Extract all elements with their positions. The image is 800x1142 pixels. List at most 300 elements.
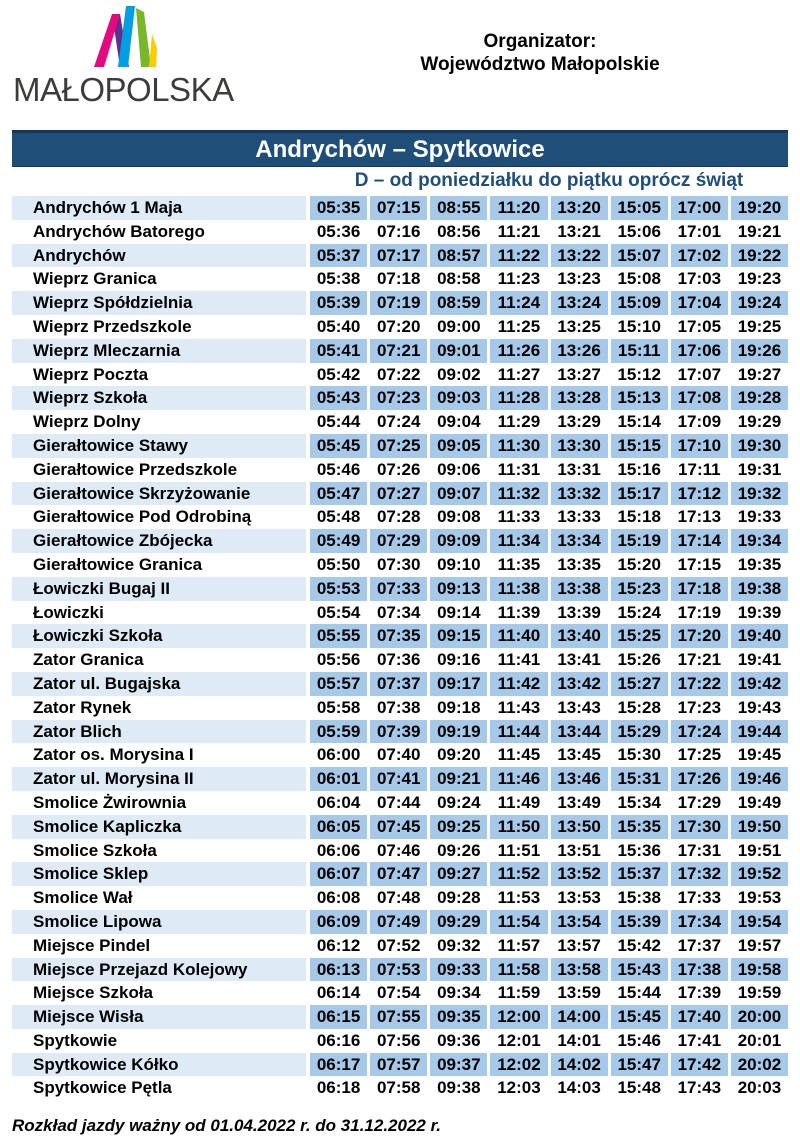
time-cell: 17:18: [671, 577, 728, 601]
time-cell: 19:50: [731, 815, 788, 839]
time-cell: 09:06: [437, 459, 481, 479]
departure-times: [306, 672, 788, 696]
time-cell: 09:09: [430, 529, 487, 553]
time-cell: 12:01: [497, 1030, 541, 1050]
time-cell: 20:00: [731, 1005, 788, 1029]
time-cell: 07:34: [376, 602, 421, 622]
stop-name: Gierałtowice Przedszkole: [33, 459, 238, 479]
stop-name: Gierałtowice Stawy: [12, 434, 306, 458]
stop-name: Gierałtowice Pod Odrobiną: [33, 507, 252, 527]
time-cell: 06:12: [316, 935, 361, 955]
departure-times: [306, 791, 788, 815]
time-cell: 15:36: [617, 840, 661, 860]
time-cell: 06:06: [316, 840, 361, 860]
time-cell: 09:35: [430, 1005, 487, 1029]
time-cell: 19:35: [737, 554, 782, 574]
departure-times: [306, 410, 788, 434]
time-cell: 07:57: [370, 1053, 427, 1077]
time-cell: 12:03: [497, 1078, 541, 1098]
departure-times: [306, 196, 788, 220]
time-cell: 05:53: [310, 577, 367, 601]
time-cell: 07:20: [376, 316, 421, 336]
time-cell: 13:54: [551, 910, 608, 934]
time-cell: 15:10: [617, 316, 661, 336]
time-cell: 09:10: [437, 554, 481, 574]
time-cell: 11:27: [497, 364, 541, 384]
departure-times: [306, 720, 788, 744]
brand-wordmark: MAŁOPOLSKA: [13, 71, 234, 108]
departure-times: [306, 220, 788, 244]
time-cell: 17:32: [671, 862, 728, 886]
departure-times: [306, 553, 788, 577]
stop-name: Wieprz Mleczarnia: [12, 339, 306, 363]
time-cell: 15:47: [611, 1053, 668, 1077]
time-cell: 17:11: [678, 459, 721, 479]
time-cell: 13:46: [551, 767, 608, 791]
time-cell: 15:19: [611, 529, 668, 553]
time-cell: 07:27: [370, 482, 427, 506]
time-cell: 17:37: [677, 935, 722, 955]
stop-name: Andrychów: [12, 244, 306, 268]
time-cell: 17:14: [671, 529, 728, 553]
time-cell: 05:47: [310, 482, 367, 506]
time-cell: 09:33: [430, 958, 487, 982]
stop-name: Wieprz Spółdzielnia: [12, 291, 306, 315]
time-cell: 20:03: [737, 1078, 782, 1098]
time-cell: 08:55: [430, 196, 487, 220]
time-cell: 09:00: [437, 316, 481, 336]
table-row: [12, 482, 788, 506]
time-cell: 19:53: [737, 888, 782, 908]
time-cell: 13:30: [551, 434, 608, 458]
time-cell: 07:30: [376, 554, 421, 574]
stop-name: Miejsce Wisła: [12, 1005, 306, 1029]
table-row: [12, 315, 788, 339]
stop-name: Spytkowie: [33, 1030, 118, 1050]
departure-times: [306, 434, 788, 458]
time-cell: 05:41: [310, 339, 367, 363]
departure-times: [306, 339, 788, 363]
time-cell: 07:45: [370, 815, 427, 839]
time-cell: 09:19: [430, 720, 487, 744]
time-cell: 05:55: [310, 624, 367, 648]
time-cell: 05:48: [316, 507, 361, 527]
time-cell: 07:49: [370, 910, 427, 934]
time-cell: 05:37: [310, 244, 367, 268]
time-cell: 11:50: [490, 815, 547, 839]
time-cell: 13:58: [551, 958, 608, 982]
time-cell: 19:25: [737, 316, 782, 336]
table-row: [12, 696, 788, 720]
time-cell: 17:33: [677, 888, 722, 908]
time-cell: 12:00: [490, 1005, 547, 1029]
time-cell: 15:07: [611, 244, 668, 268]
time-cell: 05:45: [310, 434, 367, 458]
time-cell: 19:46: [731, 767, 788, 791]
time-cell: 15:15: [611, 434, 668, 458]
table-row: [12, 458, 788, 482]
time-cell: 13:44: [551, 720, 608, 744]
departure-times: [306, 1005, 788, 1029]
time-cell: 17:06: [671, 339, 728, 363]
time-cell: 11:58: [490, 958, 547, 982]
departure-times: [306, 767, 788, 791]
stop-name: Zator ul. Bugajska: [12, 672, 306, 696]
time-cell: 13:51: [557, 840, 601, 860]
time-cell: 19:28: [731, 386, 788, 410]
time-cell: 17:25: [677, 745, 722, 765]
time-cell: 17:29: [677, 792, 722, 812]
time-cell: 13:31: [557, 459, 601, 479]
time-cell: 13:57: [557, 935, 601, 955]
time-cell: 07:22: [376, 364, 421, 384]
time-cell: 08:59: [430, 291, 487, 315]
time-cell: 15:11: [611, 339, 668, 363]
table-row: [12, 958, 788, 982]
time-cell: 17:39: [677, 983, 722, 1003]
time-cell: 17:04: [671, 291, 728, 315]
time-cell: 07:35: [370, 624, 427, 648]
time-cell: 14:03: [557, 1078, 601, 1098]
departure-times: [306, 1029, 788, 1053]
table-row: [12, 886, 788, 910]
time-cell: 11:23: [497, 269, 541, 289]
time-cell: 07:47: [370, 862, 427, 886]
time-cell: 11:31: [497, 459, 541, 479]
time-cell: 11:41: [497, 650, 541, 670]
table-row: [12, 862, 788, 886]
organizer-label: Organizator:: [483, 31, 597, 52]
time-cell: 15:27: [611, 672, 668, 696]
table-row: [12, 910, 788, 934]
time-cell: 17:38: [671, 958, 728, 982]
departure-times: [306, 934, 788, 958]
time-cell: 07:46: [376, 840, 421, 860]
time-cell: 09:18: [437, 697, 481, 717]
time-cell: 07:19: [370, 291, 427, 315]
time-cell: 11:44: [490, 720, 547, 744]
time-cell: 07:54: [376, 983, 421, 1003]
time-cell: 17:34: [671, 910, 728, 934]
stop-name: Zator os. Morysina I: [33, 745, 194, 765]
time-cell: 11:40: [490, 624, 547, 648]
time-cell: 09:29: [430, 910, 487, 934]
stop-name: Spytkowice Pętla: [33, 1078, 172, 1098]
time-cell: 15:34: [617, 792, 661, 812]
time-cell: 11:25: [497, 316, 541, 336]
time-cell: 13:26: [551, 339, 608, 363]
time-cell: 11:33: [497, 507, 541, 527]
service-legend: D – od poniedziałku do piątku oprócz świąt: [354, 170, 744, 191]
time-cell: 11:53: [497, 888, 541, 908]
time-cell: 19:39: [737, 602, 782, 622]
time-cell: 06:15: [310, 1005, 367, 1029]
time-cell: 07:21: [370, 339, 427, 363]
time-cell: 17:19: [677, 602, 722, 622]
time-cell: 11:51: [497, 840, 541, 860]
time-cell: 15:14: [617, 412, 661, 432]
time-cell: 11:32: [490, 482, 547, 506]
time-cell: 08:57: [430, 244, 487, 268]
stop-name: Gierałtowice Zbójecka: [12, 529, 306, 553]
time-cell: 17:21: [677, 650, 722, 670]
time-cell: 06:00: [316, 745, 361, 765]
time-cell: 05:54: [316, 602, 361, 622]
time-cell: 05:58: [316, 697, 361, 717]
time-cell: 15:18: [617, 507, 661, 527]
time-cell: 19:58: [731, 958, 788, 982]
time-cell: 14:02: [551, 1053, 608, 1077]
time-cell: 05:38: [316, 269, 361, 289]
time-cell: 05:56: [316, 650, 361, 670]
table-row: [12, 1076, 788, 1100]
time-cell: 11:24: [490, 291, 547, 315]
time-cell: 09:21: [430, 767, 487, 791]
departure-times: [306, 1053, 788, 1077]
time-cell: 05:39: [310, 291, 367, 315]
time-cell: 19:31: [737, 459, 782, 479]
departure-times: [306, 958, 788, 982]
time-cell: 19:26: [731, 339, 788, 363]
table-row: [12, 196, 788, 220]
departure-times: [306, 1076, 788, 1100]
stop-name: Smolice Wał: [33, 888, 133, 908]
departure-times: [306, 601, 788, 625]
table-row: [12, 672, 788, 696]
time-cell: 09:26: [437, 840, 481, 860]
time-cell: 15:24: [617, 602, 661, 622]
timetable: [12, 196, 788, 1100]
time-cell: 06:14: [316, 983, 361, 1003]
time-cell: 07:23: [370, 386, 427, 410]
time-cell: 07:52: [376, 935, 421, 955]
time-cell: 09:32: [437, 935, 481, 955]
time-cell: 11:49: [497, 792, 541, 812]
departure-times: [306, 363, 788, 387]
time-cell: 13:29: [557, 412, 601, 432]
time-cell: 13:25: [557, 316, 601, 336]
time-cell: 17:02: [671, 244, 728, 268]
time-cell: 07:38: [376, 697, 421, 717]
time-cell: 15:31: [611, 767, 668, 791]
time-cell: 13:52: [551, 862, 608, 886]
time-cell: 19:27: [737, 364, 782, 384]
time-cell: 07:39: [370, 720, 427, 744]
table-row: [12, 1005, 788, 1029]
time-cell: 11:29: [497, 412, 541, 432]
time-cell: 09:16: [437, 650, 481, 670]
time-cell: 13:41: [557, 650, 601, 670]
time-cell: 17:41: [677, 1030, 722, 1050]
time-cell: 13:40: [551, 624, 608, 648]
table-row: [12, 1053, 788, 1077]
departure-times: [306, 648, 788, 672]
departure-times: [306, 386, 788, 410]
time-cell: 19:59: [737, 983, 782, 1003]
stop-name: Spytkowice Kółko: [12, 1053, 306, 1077]
time-cell: 07:37: [370, 672, 427, 696]
stop-name: Gierałtowice Skrzyżowanie: [12, 482, 306, 506]
time-cell: 15:23: [611, 577, 668, 601]
time-cell: 11:52: [490, 862, 547, 886]
time-cell: 05:36: [316, 221, 361, 241]
time-cell: 13:28: [551, 386, 608, 410]
time-cell: 19:33: [737, 507, 782, 527]
stop-name: Andrychów Batorego: [33, 221, 205, 241]
time-cell: 11:54: [490, 910, 547, 934]
stop-name: Łowiczki Szkoła: [12, 624, 306, 648]
time-cell: 19:22: [731, 244, 788, 268]
time-cell: 13:20: [551, 196, 608, 220]
time-cell: 13:45: [557, 745, 601, 765]
time-cell: 13:32: [551, 482, 608, 506]
time-cell: 19:24: [731, 291, 788, 315]
time-cell: 09:13: [430, 577, 487, 601]
time-cell: 05:43: [310, 386, 367, 410]
time-cell: 15:26: [617, 650, 661, 670]
stop-name: Smolice Kapliczka: [12, 815, 306, 839]
time-cell: 07:17: [370, 244, 427, 268]
time-cell: 06:09: [310, 910, 367, 934]
stop-name: Łowiczki Bugaj II: [12, 577, 306, 601]
time-cell: 13:21: [557, 221, 601, 241]
time-cell: 05:42: [316, 364, 361, 384]
time-cell: 13:43: [557, 697, 601, 717]
table-row: [12, 839, 788, 863]
departure-times: [306, 482, 788, 506]
time-cell: 09:24: [437, 792, 481, 812]
time-cell: 13:24: [551, 291, 608, 315]
time-cell: 13:42: [551, 672, 608, 696]
departure-times: [306, 505, 788, 529]
departure-times: [306, 624, 788, 648]
table-row: [12, 363, 788, 387]
time-cell: 06:13: [310, 958, 367, 982]
table-row: [12, 624, 788, 648]
stop-name: Miejsce Pindel: [33, 935, 151, 955]
time-cell: 17:20: [671, 624, 728, 648]
stop-name: Zator Blich: [12, 720, 306, 744]
time-cell: 11:34: [490, 529, 547, 553]
table-row: [12, 601, 788, 625]
departure-times: [306, 696, 788, 720]
time-cell: 07:25: [370, 434, 427, 458]
route-title: Andrychów – Spytkowice: [255, 136, 545, 163]
time-cell: 15:38: [617, 888, 661, 908]
time-cell: 11:46: [490, 767, 547, 791]
stop-name: Łowiczki: [33, 602, 104, 622]
time-cell: 15:42: [617, 935, 661, 955]
time-cell: 15:09: [611, 291, 668, 315]
time-cell: 19:51: [737, 840, 782, 860]
time-cell: 14:01: [557, 1030, 601, 1050]
time-cell: 08:58: [437, 269, 481, 289]
time-cell: 13:53: [557, 888, 601, 908]
stop-name: Smolice Lipowa: [12, 910, 306, 934]
departure-times: [306, 910, 788, 934]
table-row: [12, 1029, 788, 1053]
route-title-bar: [12, 130, 788, 167]
time-cell: 09:07: [430, 482, 487, 506]
time-cell: 15:05: [611, 196, 668, 220]
time-cell: 15:48: [617, 1078, 661, 1098]
table-row: [12, 267, 788, 291]
time-cell: 09:27: [430, 862, 487, 886]
time-cell: 07:15: [370, 196, 427, 220]
stop-name: Zator ul. Morysina II: [12, 767, 306, 791]
time-cell: 07:24: [376, 412, 421, 432]
time-cell: 19:34: [731, 529, 788, 553]
organizer-name: Województwo Małopolskie: [420, 54, 660, 75]
stop-name: Smolice Sklep: [12, 862, 306, 886]
time-cell: 11:42: [490, 672, 547, 696]
time-cell: 09:01: [430, 339, 487, 363]
time-cell: 15:12: [617, 364, 661, 384]
time-cell: 19:29: [737, 412, 782, 432]
time-cell: 17:07: [677, 364, 722, 384]
time-cell: 19:54: [731, 910, 788, 934]
table-row: [12, 791, 788, 815]
time-cell: 07:29: [370, 529, 427, 553]
time-cell: 17:31: [677, 840, 722, 860]
time-cell: 15:08: [617, 269, 661, 289]
time-cell: 09:34: [437, 983, 481, 1003]
table-row: [12, 743, 788, 767]
validity-note: Rozkład jazdy ważny od 01.04.2022 r. do 31.12.2022 r.: [12, 1116, 442, 1135]
stop-name: Wieprz Szkoła: [12, 386, 306, 410]
stop-name: Miejsce Przejazd Kolejowy: [12, 958, 306, 982]
time-cell: 15:44: [617, 983, 661, 1003]
time-cell: 11:20: [490, 196, 547, 220]
time-cell: 15:17: [611, 482, 668, 506]
time-cell: 17:10: [671, 434, 728, 458]
time-cell: 19:38: [731, 577, 788, 601]
time-cell: 17:09: [677, 412, 722, 432]
time-cell: 17:24: [671, 720, 728, 744]
time-cell: 07:16: [376, 221, 421, 241]
time-cell: 05:46: [316, 459, 361, 479]
time-cell: 17:00: [671, 196, 728, 220]
time-cell: 09:25: [430, 815, 487, 839]
departure-times: [306, 244, 788, 268]
time-cell: 15:45: [611, 1005, 668, 1029]
stop-name: Andrychów 1 Maja: [12, 196, 306, 220]
time-cell: 17:40: [671, 1005, 728, 1029]
time-cell: 11:57: [497, 935, 541, 955]
time-cell: 07:18: [376, 269, 421, 289]
time-cell: 09:17: [430, 672, 487, 696]
organizer-block: [340, 30, 740, 76]
time-cell: 09:15: [430, 624, 487, 648]
time-cell: 15:37: [611, 862, 668, 886]
table-row: [12, 244, 788, 268]
time-cell: 19:42: [731, 672, 788, 696]
time-cell: 07:41: [370, 767, 427, 791]
time-cell: 14:00: [551, 1005, 608, 1029]
time-cell: 06:08: [316, 888, 361, 908]
time-cell: 19:30: [731, 434, 788, 458]
time-cell: 07:26: [376, 459, 421, 479]
time-cell: 11:39: [497, 602, 541, 622]
time-cell: 06:01: [310, 767, 367, 791]
time-cell: 15:16: [617, 459, 661, 479]
departure-times: [306, 267, 788, 291]
time-cell: 15:28: [617, 697, 661, 717]
time-cell: 13:49: [557, 792, 601, 812]
table-row: [12, 434, 788, 458]
time-cell: 11:59: [497, 983, 541, 1003]
time-cell: 13:38: [551, 577, 608, 601]
